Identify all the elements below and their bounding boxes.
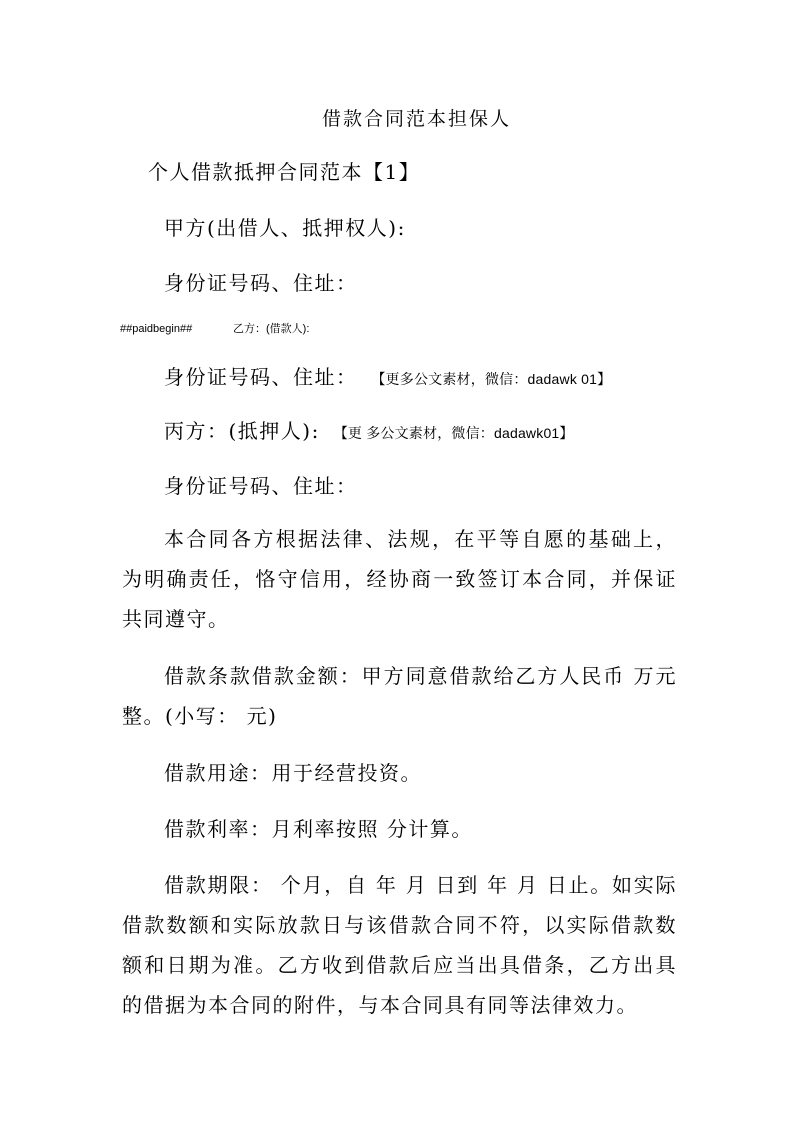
paragraph-interest-rate: 借款利率：月利率按照 分计算。 [164, 817, 473, 841]
section-heading: 个人借款抵押合同范本【1】 [148, 160, 421, 184]
party-b-id-label: 身份证号码、住址： [164, 365, 358, 389]
document-title: 借款合同范本担保人 [321, 108, 511, 130]
party-a-line: 甲方(出借人、抵押权人): [164, 216, 406, 240]
party-c-label: 丙方：(抵押人): [164, 419, 320, 443]
paragraph-loan-purpose: 借款用途：用于经营投资。 [164, 761, 422, 785]
party-b-id-line [164, 365, 611, 391]
paid-marker: ##paidbegin## [120, 323, 193, 335]
party-b-line: 乙方：(借款人): [233, 323, 310, 335]
promo-text-2: 【更 多公文素材，微信：dadawk01】 [333, 425, 574, 441]
paragraph-agreement: 本合同各方根据法律、法规，在平等自愿的基础上，为明确责任，恪守信用，经协商一致签订本合同，并保证共同遵守。 [122, 527, 677, 631]
party-c-id-line: 身份证号码、住址： [164, 474, 358, 498]
paragraph-loan-amount: 借款条款借款金额：甲方同意借款给乙方人民币 万元整。(小写： 元) [122, 664, 677, 728]
party-a-id-line: 身份证号码、住址： [164, 271, 358, 295]
party-c-line [164, 419, 574, 445]
promo-text-1: 【更多公文素材，微信：dadawk 01】 [371, 371, 612, 387]
paragraph-loan-term: 借款期限： 个月，自 年 月 日到 年 月 日止。如实际借款数额和实际放款日与该借款合同不符，以实际借款数额和日期为准。乙方收到借款后应当出具借条，乙方出具的借据为本合同的附件，与本合同具有同等法律效力。 [122, 873, 677, 1017]
